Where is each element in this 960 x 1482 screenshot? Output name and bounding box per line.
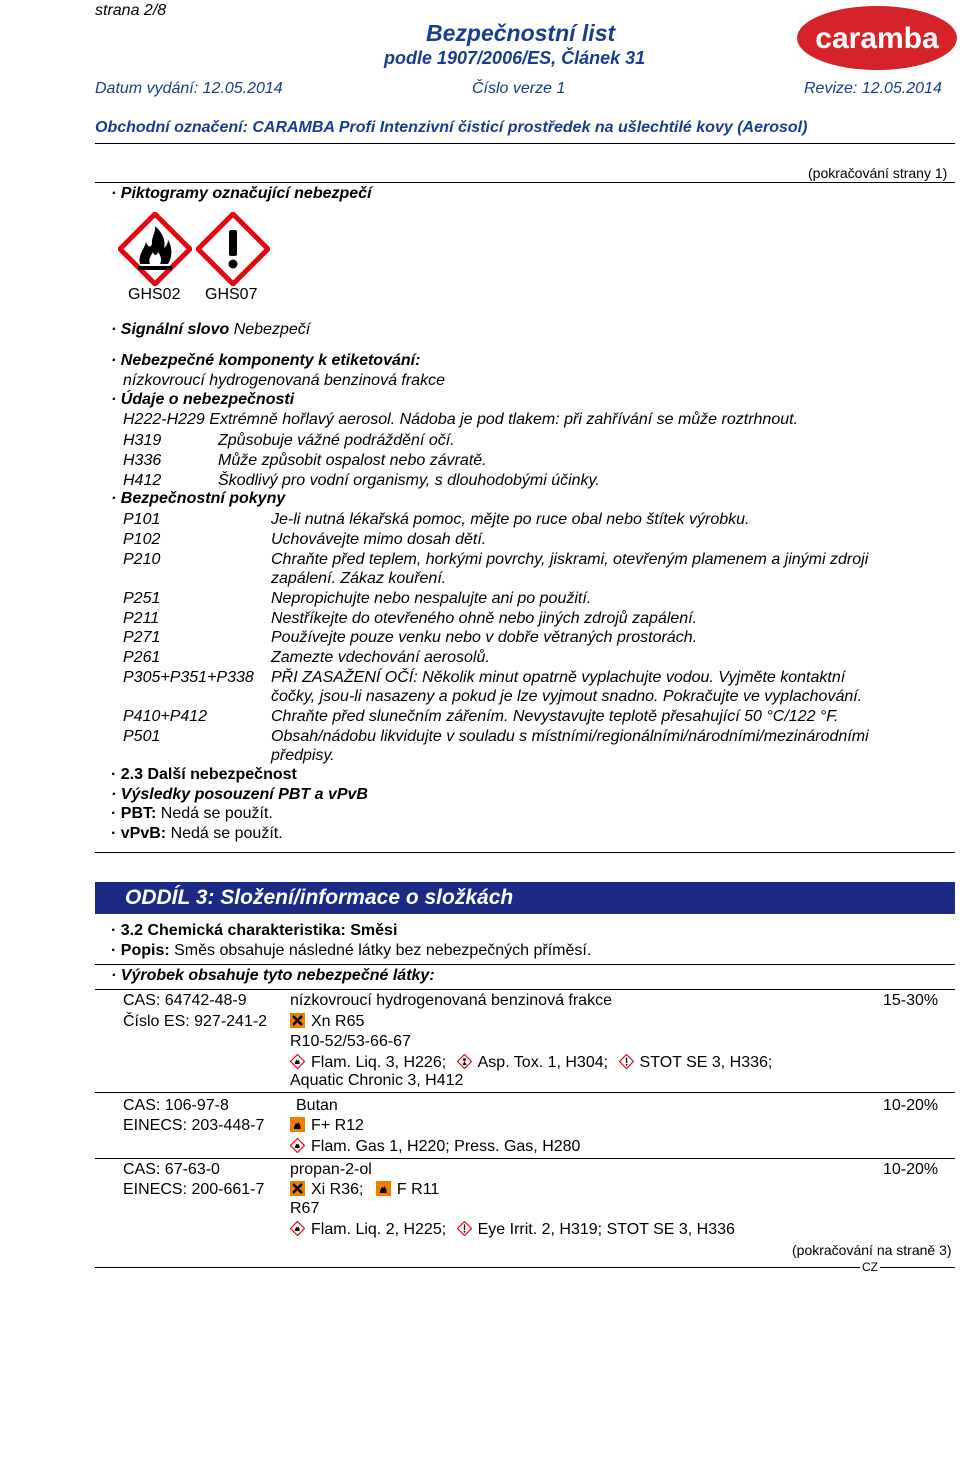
substance-name: Butan: [296, 1097, 338, 1114]
cas-number: CAS: 106-97-8: [123, 1097, 229, 1114]
flame-icon: [290, 1221, 305, 1236]
flame-icon: [290, 1138, 305, 1153]
concentration: 15-30%: [883, 992, 939, 1009]
pictograms-heading: · Piktogramy označující nebezpečí: [111, 185, 372, 202]
substance-name: propan-2-ol: [290, 1161, 372, 1178]
document-title: Bezpečnostní list: [426, 20, 616, 46]
table-top-rule: [95, 964, 955, 965]
issue-date: Datum vydání: 12.05.2014: [95, 80, 283, 97]
substance-row: [123, 991, 953, 1091]
continued-to: (pokračování na straně 3): [792, 1242, 952, 1258]
hazard-statements-heading: · Údaje o nebezpečnosti: [111, 391, 295, 408]
table-header-rule: [95, 989, 955, 990]
mixture-description: · Popis: Směs obsahuje následné látky bez nebezpečných příměsí.: [111, 942, 592, 959]
flammable-icon: [376, 1181, 391, 1196]
flame-icon: [290, 1054, 305, 1069]
pbt-result: · PBT: Nedá se použít.: [111, 805, 273, 822]
concentration: 10-20%: [883, 1161, 939, 1178]
flammable-icon: [290, 1117, 305, 1132]
hazardous-substances-heading: · Výrobek obsahuje tyto nebezpečné látky:: [111, 967, 435, 984]
document-subtitle: podle 1907/2006/ES, Článek 31: [384, 48, 646, 68]
section-rule: [95, 852, 955, 853]
signal-word: · Signální slovo Nebezpečí: [111, 321, 311, 338]
logo-text: caramba: [815, 22, 939, 55]
header-rule: [95, 143, 955, 144]
concentration: 10-20%: [883, 1097, 939, 1114]
ghs07-label: GHS07: [205, 286, 258, 303]
label-components-value: nízkovroucí hydrogenovaná benzinová frakce: [123, 372, 445, 389]
chem-characteristics: · 3.2 Chemická charakteristika: Směsi: [111, 922, 398, 939]
caramba-logo: [796, 4, 958, 72]
footer-rule-left: [95, 1267, 860, 1268]
trade-name: Obchodní označení: CARAMBA Profi Intenzivní čisticí prostředek na ušlechtilé kovy (Aerosol): [95, 119, 808, 136]
clp-classification: Flam. Gas 1, H220; Press. Gas, H280: [290, 1137, 580, 1157]
exclamation-icon: [457, 1221, 472, 1236]
cas-number: CAS: 67-63-0: [123, 1161, 220, 1178]
irritant-cross-icon: [290, 1181, 305, 1196]
version-number: Číslo verze 1: [472, 80, 566, 97]
old-classification: Xi R36; F R11: [290, 1180, 439, 1200]
r-phrases: R10-52/53-66-67: [290, 1033, 411, 1050]
flame-icon: [118, 212, 192, 286]
clp-classification: Flam. Liq. 2, H225; Eye Irrit. 2, H319; STOT SE 3, H336: [290, 1220, 735, 1240]
row-rule: [95, 1158, 955, 1159]
section-3-title: ODDÍL 3: Složení/informace o složkách: [125, 886, 514, 909]
clp-classification-cont: Aquatic Chronic 3, H412: [290, 1072, 464, 1089]
vpvb-result: · vPvB: Nedá se použít.: [111, 825, 283, 842]
substance-row: [123, 1160, 953, 1240]
harmful-cross-icon: [290, 1013, 305, 1028]
old-classification: Xn R65: [290, 1012, 364, 1032]
revision-date: Revize: 12.05.2014: [804, 80, 942, 97]
label-components-heading: · Nebezpečné komponenty k etiketování:: [111, 352, 421, 369]
exclamation-icon: [619, 1054, 634, 1069]
health-hazard-icon: [457, 1054, 472, 1069]
other-hazards-heading: · 2.3 Další nebezpečnost: [111, 766, 297, 783]
ec-number: EINECS: 200-661-7: [123, 1181, 265, 1198]
substance-row: [123, 1096, 953, 1156]
section-3-header: [95, 876, 955, 916]
continued-from: (pokračování strany 1): [808, 165, 948, 181]
footer-rule-right: [880, 1267, 955, 1268]
page-number: strana 2/8: [95, 2, 167, 19]
row-rule: [95, 1092, 955, 1093]
ec-number: EINECS: 203-448-7: [123, 1117, 265, 1134]
precautions-heading: · Bezpečnostní pokyny: [111, 490, 286, 507]
language-code: CZ: [862, 1260, 878, 1274]
cas-number: CAS: 64742-48-9: [123, 992, 247, 1009]
hazard-combined: H222-H229 Extrémně hořlavý aerosol. Nádoba je pod tlakem: při zahřívání se může roztrhnout.: [123, 411, 799, 428]
clp-classification: Flam. Liq. 3, H226; Asp. Tox. 1, H304; STOT SE 3, H336;: [290, 1053, 772, 1073]
continued-rule: [95, 182, 955, 183]
exclamation-icon: [196, 212, 270, 286]
pbt-heading: · Výsledky posouzení PBT a vPvB: [111, 786, 368, 803]
old-classification: F+ R12: [290, 1116, 364, 1136]
r-phrases: R67: [290, 1200, 320, 1217]
ec-number: Číslo ES: 927-241-2: [123, 1013, 268, 1030]
substance-name: nízkovroucí hydrogenovaná benzinová frakce: [290, 992, 612, 1009]
ghs02-label: GHS02: [128, 286, 181, 303]
